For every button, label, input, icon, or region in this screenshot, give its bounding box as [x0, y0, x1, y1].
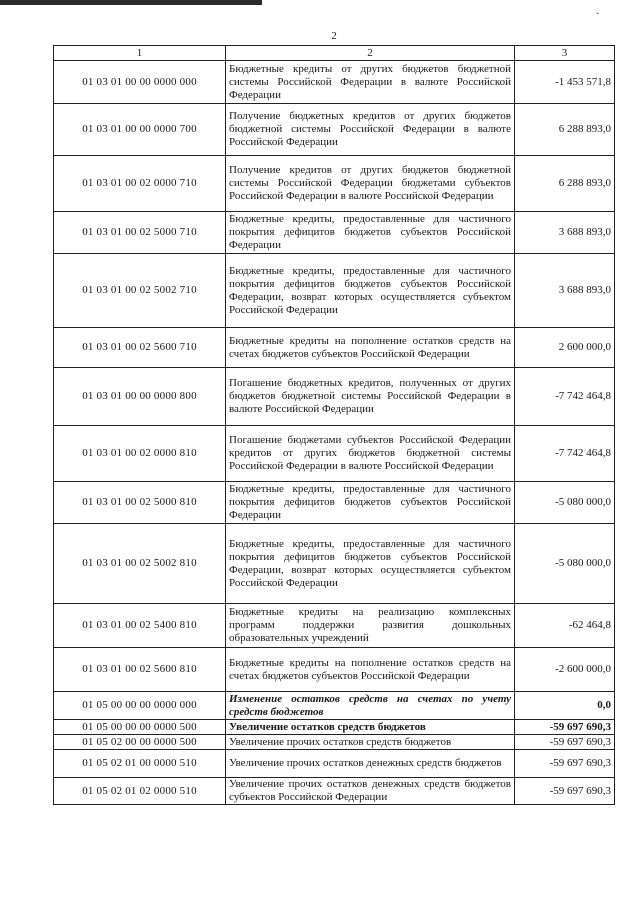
row-code: 01 03 01 00 02 0000 810	[54, 426, 226, 482]
row-code: 01 05 02 00 00 0000 500	[54, 735, 226, 750]
row-description: Бюджетные кредиты на пополнение остатков средств на счетах бюджетов субъектов Российской Федерации	[226, 648, 515, 692]
scan-edge-bar	[0, 0, 262, 5]
row-description: Увеличение прочих остатков средств бюджетов	[226, 735, 515, 750]
table-row	[54, 750, 615, 778]
row-description: Бюджетные кредиты, предоставленные для частичного покрытия дефицитов бюджетов субъектов Российской Федерации, возврат которых осуществляется субъектом Российской Федерации	[226, 254, 515, 328]
row-code: 01 03 01 00 02 5002 810	[54, 524, 226, 604]
row-description: Увеличение остатков средств бюджетов	[226, 720, 515, 735]
row-description: Увеличение прочих остатков денежных средств бюджетов субъектов Российской Федерации	[226, 778, 515, 805]
table-row	[54, 604, 615, 648]
row-code: 01 03 01 00 02 5002 710	[54, 254, 226, 328]
row-amount: 3 688 893,0	[515, 254, 615, 328]
row-code: 01 03 01 00 00 0000 000	[54, 61, 226, 104]
row-amount: 3 688 893,0	[515, 212, 615, 254]
row-code: 01 05 00 00 00 0000 000	[54, 692, 226, 720]
row-code: 01 03 01 00 00 0000 800	[54, 368, 226, 426]
row-amount: -2 600 000,0	[515, 648, 615, 692]
row-amount: -59 697 690,3	[515, 778, 615, 805]
table-row	[54, 735, 615, 750]
row-amount: 6 288 893,0	[515, 104, 615, 156]
row-amount: -59 697 690,3	[515, 735, 615, 750]
table-row	[54, 254, 615, 328]
row-code: 01 03 01 00 02 5600 810	[54, 648, 226, 692]
row-description: Получение кредитов от других бюджетов бюджетной системы Российской Федерации бюджетами субъектов Российской Федерации в валюте Российской Федерации	[226, 156, 515, 212]
row-description: Погашение бюджетных кредитов, полученных от других бюджетов бюджетной системы Российской Федерации в валюте Российской Федерации	[226, 368, 515, 426]
header-col-3: 3	[515, 46, 615, 61]
table-row	[54, 328, 615, 368]
row-description: Бюджетные кредиты, предоставленные для частичного покрытия дефицитов бюджетов субъектов Российской Федерации	[226, 482, 515, 524]
row-code: 01 03 01 00 02 0000 710	[54, 156, 226, 212]
table-row	[54, 524, 615, 604]
table-row	[54, 426, 615, 482]
row-amount: -1 453 571,8	[515, 61, 615, 104]
row-description: Бюджетные кредиты от других бюджетов бюджетной системы Российской Федерации в валюте Российской Федерации	[226, 61, 515, 104]
row-code: 01 05 02 01 02 0000 510	[54, 778, 226, 805]
row-amount: -59 697 690,3	[515, 750, 615, 778]
budget-table	[53, 45, 615, 805]
row-code: 01 03 01 00 02 5600 710	[54, 328, 226, 368]
table-row	[54, 778, 615, 805]
table-row	[54, 720, 615, 735]
header-row	[54, 46, 615, 61]
row-description: Бюджетные кредиты на пополнение остатков средств на счетах бюджетов субъектов Российской Федерации	[226, 328, 515, 368]
table-row	[54, 648, 615, 692]
row-amount: 0,0	[515, 692, 615, 720]
row-code: 01 03 01 00 02 5400 810	[54, 604, 226, 648]
row-amount: -7 742 464,8	[515, 368, 615, 426]
table-row	[54, 482, 615, 524]
row-description: Увеличение прочих остатков денежных средств бюджетов	[226, 750, 515, 778]
table-row	[54, 368, 615, 426]
table-row	[54, 61, 615, 104]
scan-speck: ˇ	[596, 12, 600, 23]
table-row	[54, 212, 615, 254]
header-col-2: 2	[226, 46, 515, 61]
row-amount: 2 600 000,0	[515, 328, 615, 368]
row-code: 01 03 01 00 02 5000 810	[54, 482, 226, 524]
table-row	[54, 156, 615, 212]
row-code: 01 03 01 00 02 5000 710	[54, 212, 226, 254]
row-code: 01 03 01 00 00 0000 700	[54, 104, 226, 156]
row-description: Бюджетные кредиты, предоставленные для частичного покрытия дефицитов бюджетов субъектов Российской Федерации, возврат которых осуществляется субъектом Российской Федерации	[226, 524, 515, 604]
row-amount: -7 742 464,8	[515, 426, 615, 482]
header-col-1: 1	[54, 46, 226, 61]
table-row	[54, 104, 615, 156]
row-description: Бюджетные кредиты на реализацию комплексных программ поддержки развития дошкольных образовательных учреждений	[226, 604, 515, 648]
row-amount: -62 464,8	[515, 604, 615, 648]
row-code: 01 05 02 01 00 0000 510	[54, 750, 226, 778]
row-amount: -5 080 000,0	[515, 524, 615, 604]
row-description: Получение бюджетных кредитов от других бюджетов бюджетной системы Российской Федерации в валюте Российской Федерации	[226, 104, 515, 156]
row-amount: -59 697 690,3	[515, 720, 615, 735]
row-description: Изменение остатков средств на счетах по учету средств бюджетов	[226, 692, 515, 720]
row-description: Погашение бюджетами субъектов Российской Федерации кредитов от других бюджетов бюджетной системы Российской Федерации в валюте Российской Федерации	[226, 426, 515, 482]
row-code: 01 05 00 00 00 0000 500	[54, 720, 226, 735]
row-amount: -5 080 000,0	[515, 482, 615, 524]
page-number: 2	[331, 30, 337, 42]
row-amount: 6 288 893,0	[515, 156, 615, 212]
row-description: Бюджетные кредиты, предоставленные для частичного покрытия дефицитов бюджетов субъектов Российской Федерации	[226, 212, 515, 254]
table-row	[54, 692, 615, 720]
